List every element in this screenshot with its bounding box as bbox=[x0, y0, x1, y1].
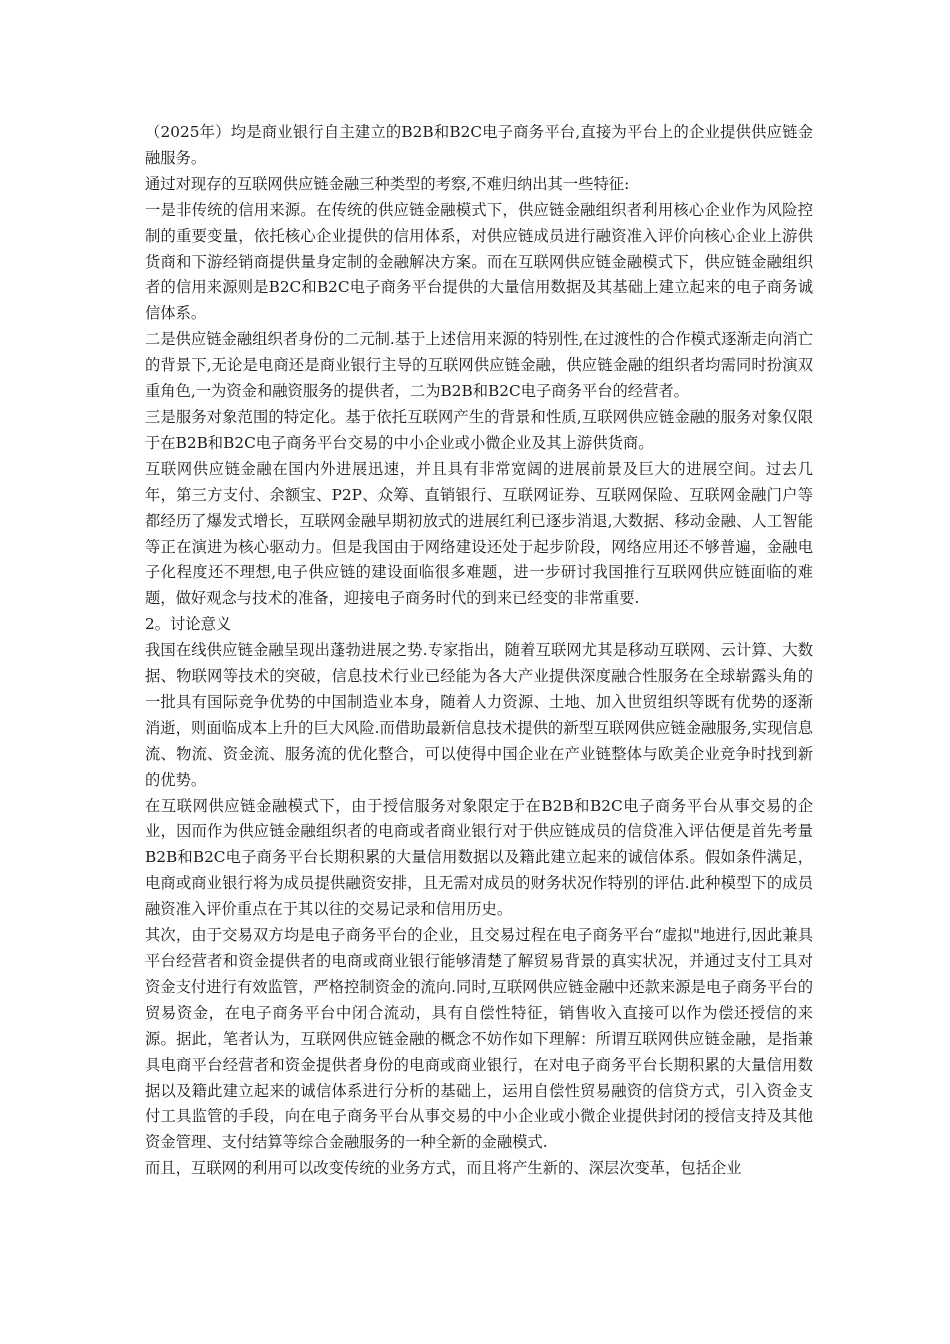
paragraph-closing: 而且，互联网的利用可以改变传统的业务方式，而且将产生新的、深层次变革，包括企业 bbox=[145, 1159, 742, 1178]
paragraph-credit-evaluation: 在互联网供应链金融模式下，由于授信服务对象限定于在B2B和B2C电子商务平台从事交易的企业，因而作为供应链金融组织者的电商或者商业银行对于供应链成员的信贷准入评估便是首先考量B2B和B2C电子商务平台长期积累的大量信用数据以及籍此建立起来的诚信体系。假如条件满足，电商或商业银行将为成员提供融资安排，且无需对成员的财务状况作特别的评估.此种模型下的成员融资准入评价重点在于其以往的交易记录和信用历史。 bbox=[145, 796, 813, 919]
section-heading: 2。讨论意义 bbox=[145, 615, 232, 634]
document-body bbox=[145, 120, 813, 1182]
paragraph-feature-one: 一是非传统的信用来源。在传统的供应链金融模式下，供应链金融组织者利用核心企业作为风险控制的重要变量，依托核心企业提供的信用体系，对供应链成员进行融资准入评价向核心企业上游供货商和下游经销商提供量身定制的金融解决方案。而在互联网供应链金融模式下，供应链金融组织者的信用来源则是B2C和B2C电子商务平台提供的大量信用数据及其基础上建立起来的电子商务诚信体系。 bbox=[145, 200, 813, 323]
paragraph-significance: 我国在线供应链金融呈现出蓬勃进展之势.专家指出，随着互联网尤其是移动互联网、云计算、大数据、物联网等技术的突破，信息技术行业已经能为各大产业提供深度融合性服务在全球崭露头角的一批具有国际竞争优势的中国制造业本身，随着人力资源、土地、加入世贸组织等既有优势的逐渐消逝，则面临成本上升的巨大风险.而借助最新信息技术提供的新型互联网供应链金融服务,实现信息流、物流、资金流、服务流的优化整合，可以使得中国企业在产业链整体与欧美企业竞争时找到新的优势。 bbox=[145, 641, 813, 789]
paragraph-feature-three: 三是服务对象范围的特定化。基于依托互联网产生的背景和性质,互联网供应链金融的服务对象仅限于在B2B和B2C电子商务平台交易的中小企业或小微企业及其上游供货商。 bbox=[145, 407, 813, 452]
paragraph-definition: 其次，由于交易双方均是电子商务平台的企业，且交易过程在电子商务平台“虚拟"地进行,因此兼具平台经营者和资金提供者的电商或商业银行能够清楚了解贸易背景的真实状况，并通过支付工具对资金支付进行有效监管，严格控制资金的流向.同时,互联网供应链金融中还款来源是电子商务平台的贸易资金，在电子商务平台中闭合流动，具有自偿性特征，销售收入直接可以作为偿还授信的来源。据此，笔者认为，互联网供应链金融的概念不妨作如下理解：所谓互联网供应链金融，是指兼具电商平台经营者和资金提供者身份的电商或商业银行，在对电子商务平台长期积累的大量信用数据以及籍此建立起来的诚信体系进行分析的基础上，运用自偿性贸易融资的信贷方式，引入资金支付工具监管的手段，向在电子商务平台从事交易的中小企业或小微企业提供封闭的授信支持及其他资金管理、支付结算等综合金融服务的一种全新的金融模式. bbox=[145, 926, 813, 1152]
paragraph-development: 互联网供应链金融在国内外进展迅速，并且具有非常宽阔的进展前景及巨大的进展空间。过去几年，第三方支付、余额宝、P2P、众筹、直销银行、互联网证券、互联网保险、互联网金融门户等都经历了爆发式增长，互联网金融早期初放式的进展红利已逐步消退,大数据、移动金融、人工智能等正在演进为核心驱动力。但是我国由于网络建设还处于起步阶段，网络应用还不够普遍，金融电子化程度还不理想,电子供应链的建设面临很多难题，进一步研讨我国推行互联网供应链面临的难题，做好观念与技术的准备，迎接电子商务时代的到来已经变的非常重要. bbox=[145, 459, 813, 608]
paragraph-features-lead: 通过对现存的互联网供应链金融三种类型的考察,不难归纳出其一些特征: bbox=[145, 174, 630, 193]
paragraph-intro-continuation: （2025年）均是商业银行自主建立的B2B和B2C电子商务平台,直接为平台上的企业提供供应链金融服务。 bbox=[145, 123, 813, 167]
paragraph-feature-two: 二是供应链金融组织者身份的二元制.基于上述信用来源的特别性,在过渡性的合作模式逐渐走向消亡的背景下,无论是电商还是商业银行主导的互联网供应链金融，供应链金融的组织者均需同时扮演双重角色,一为资金和融资服务的提供者，二为B2B和B2C电子商务平台的经营者。 bbox=[145, 330, 813, 401]
